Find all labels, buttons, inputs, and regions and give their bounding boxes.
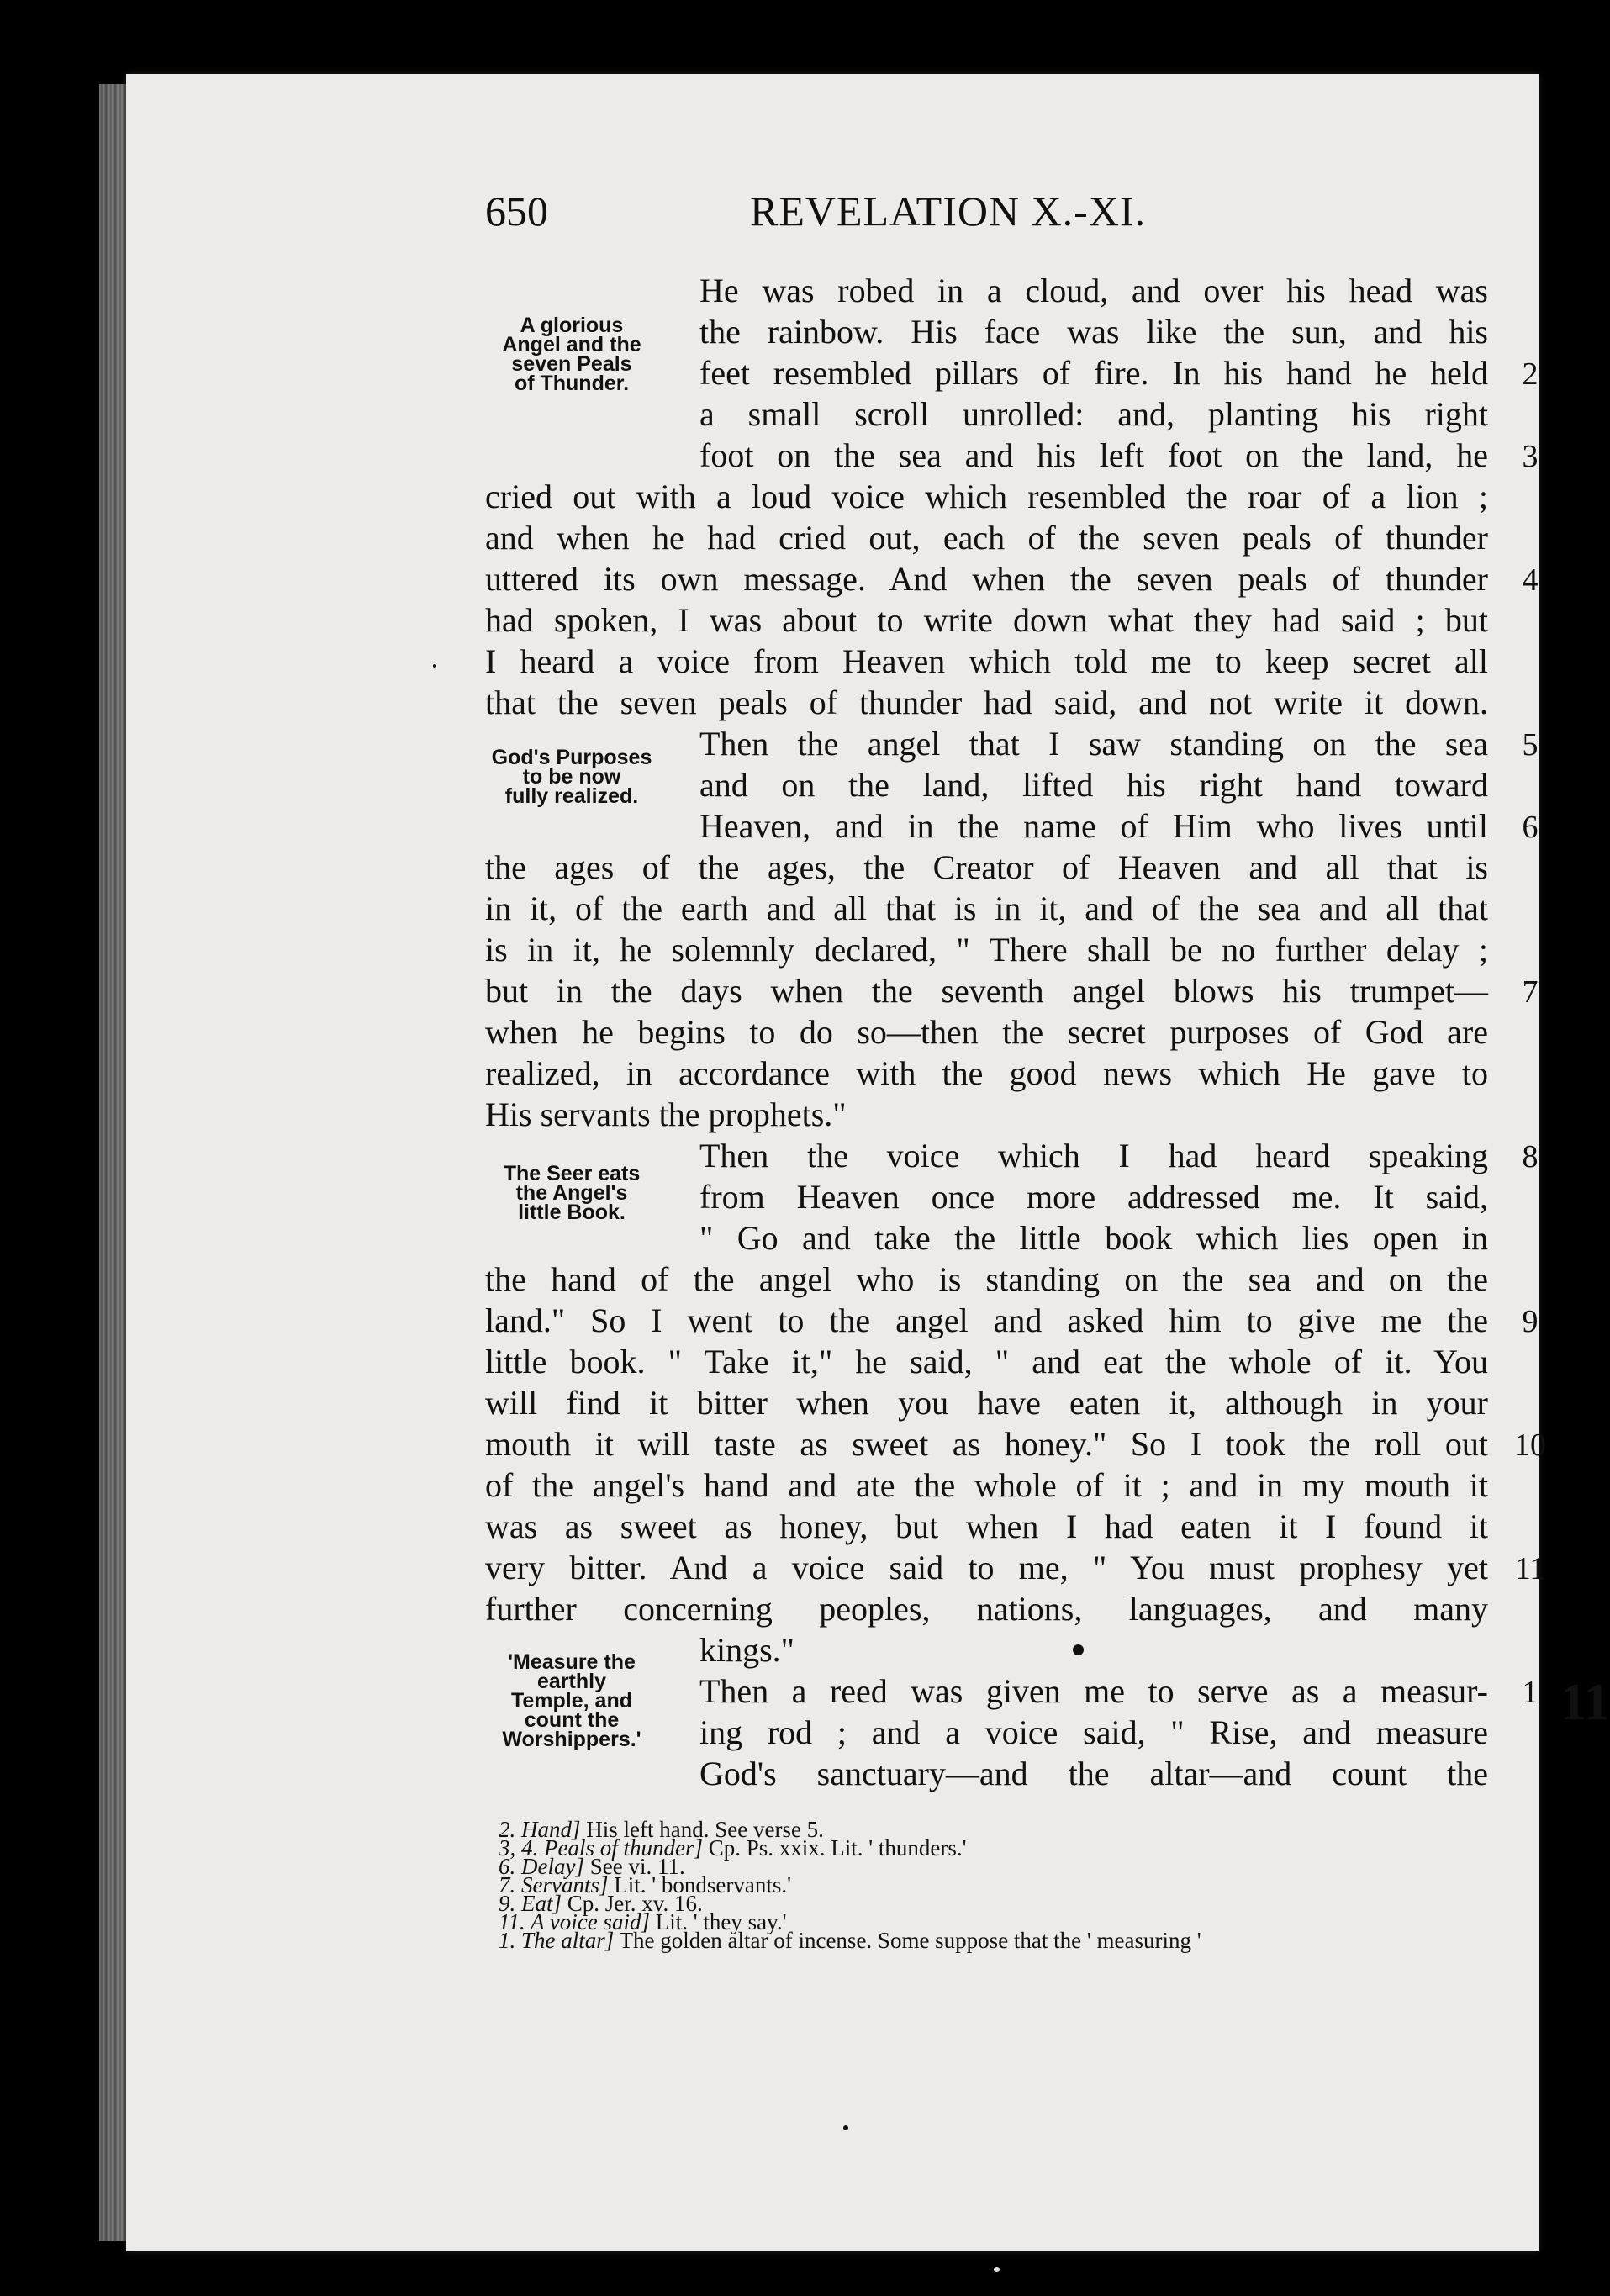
margin-note-line: count the: [524, 1708, 620, 1732]
body-line: that the seven peals of thunder had said, and not write it down.: [485, 684, 1488, 721]
footnote-ref: 11. A voice said]: [499, 1909, 650, 1934]
margin-note-line: to be now: [522, 765, 621, 789]
footnote-ref: 2. Hand]: [499, 1817, 581, 1842]
verse-number: 2: [1522, 356, 1539, 392]
footnote-text: Lit. ' bondservants.': [614, 1872, 791, 1897]
body-line: mouth it will taste as sweet as honey." So I took the roll out: [485, 1425, 1488, 1463]
body-line: little book. " Take it," he said, " and eat the whole of it. You: [485, 1343, 1488, 1380]
margin-note-line: Worshippers.': [502, 1728, 641, 1751]
footnote-ref: 9. Eat]: [499, 1891, 562, 1916]
body-line: had spoken, I was about to write down what they had said ; but: [485, 601, 1488, 639]
chapter-numeral-cut-off: 11: [1560, 1674, 1610, 1731]
margin-note-line: God's Purposes: [491, 746, 652, 769]
body-line: a small scroll unrolled: and, planting his right: [699, 395, 1488, 433]
body-line: foot on the sea and his left foot on the land, he: [699, 436, 1488, 474]
footnote-ref: 1. The altar]: [499, 1928, 615, 1953]
verse-number: 7: [1522, 974, 1539, 1010]
footnote-text: See vi. 11.: [589, 1854, 685, 1879]
body-line: I heard a voice from Heaven which told me to keep secret all: [485, 642, 1488, 680]
margin-note-line: Angel and the: [502, 333, 641, 356]
verse-number: 1: [1522, 1675, 1539, 1710]
body-line: very bitter. And a voice said to me, " You must prophesy yet: [485, 1549, 1488, 1586]
margin-note-seer-eats: [471, 1164, 673, 1222]
body-line: feet resembled pillars of fire. In his hand he held: [699, 354, 1488, 392]
margin-note-line: the Angel's: [515, 1181, 628, 1205]
body-line: His servants the prophets.": [485, 1095, 847, 1133]
footnote-text: Cp. Jer. xv. 16.: [567, 1891, 703, 1916]
page-number: 650: [485, 187, 548, 235]
body-line: land." So I went to the angel and asked him to give me the: [485, 1301, 1488, 1339]
footnote-text: Cp. Ps. xxix. Lit. ' thunders.': [708, 1835, 967, 1861]
body-line: the ages of the ages, the Creator of Heaven and all that is: [485, 848, 1488, 886]
footnote-text: His left hand. See verse 5.: [586, 1817, 824, 1842]
body-line: of the angel's hand and ate the whole of it ; and in my mouth it: [485, 1466, 1488, 1504]
scan-speck: [994, 2267, 1000, 2272]
margin-note-line: little Book.: [518, 1201, 626, 1224]
body-line: the rainbow. His face was like the sun, and his: [699, 313, 1488, 351]
body-line: cried out with a loud voice which resembled the roar of a lion ;: [485, 478, 1488, 515]
verse-number: 9: [1522, 1304, 1539, 1339]
body-line: uttered its own message. And when the seven peals of thunder: [485, 560, 1488, 598]
body-line: Heaven, and in the name of Him who lives until: [699, 807, 1488, 845]
body-line: in it, of the earth and all that is in it, and of the sea and all that: [485, 889, 1488, 927]
body-line: Then the angel that I saw standing on the sea: [699, 725, 1488, 763]
body-line: and on the land, lifted his right hand toward: [699, 766, 1488, 804]
margin-note-line: fully realized.: [504, 784, 639, 808]
body-line: from Heaven once more addressed me. It said,: [699, 1178, 1488, 1216]
margin-note-line: 'Measure the: [508, 1650, 636, 1674]
body-line: ing rod ; and a voice said, " Rise, and measure: [699, 1713, 1488, 1751]
margin-note-line: seven Peals: [511, 352, 632, 376]
ink-spot-mark: [1073, 1644, 1084, 1655]
margin-note-line: Temple, and: [510, 1689, 632, 1713]
running-title: REVELATION X.-XI.: [750, 187, 1147, 235]
verse-number: 6: [1522, 810, 1539, 845]
footnote-ref: 7. Servants]: [499, 1872, 609, 1897]
body-line: the hand of the angel who is standing on the sea and on the: [485, 1260, 1488, 1298]
verse-number: 8: [1522, 1139, 1539, 1174]
body-line: Then the voice which I had heard speaking: [699, 1137, 1488, 1174]
margin-note-gods-purposes: [471, 748, 673, 806]
margin-note-line: A glorious: [520, 314, 624, 337]
scan-speck: [843, 2125, 848, 2130]
margin-note-line: earthly: [537, 1670, 606, 1693]
margin-note-line: of Thunder.: [514, 372, 630, 395]
body-line: " Go and take the little book which lies open in: [699, 1219, 1488, 1257]
body-line: was as sweet as honey, but when I had eaten it I found it: [485, 1507, 1488, 1545]
footnote-ref: 6. Delay]: [499, 1854, 584, 1879]
body-line: He was robed in a cloud, and over his head was: [699, 272, 1488, 309]
body-line: God's sanctuary—and the altar—and count the: [699, 1755, 1488, 1792]
footnote-ref: 3, 4. Peals of thunder]: [499, 1835, 703, 1861]
verse-number: 5: [1522, 727, 1539, 763]
body-line: is in it, he solemnly declared, " There shall be no further delay ;: [485, 931, 1488, 969]
margin-note-glorious-angel: [471, 316, 673, 393]
footnote-text: Lit. ' they say.': [655, 1909, 787, 1934]
verse-number: 11: [1514, 1551, 1546, 1586]
body-line: and when he had cried out, each of the seven peals of thunder: [485, 519, 1488, 557]
body-line: but in the days when the seventh angel blows his trumpet—: [485, 972, 1488, 1010]
scan-speck: [433, 664, 436, 668]
body-line: kings.": [699, 1631, 795, 1669]
verse-number: 4: [1522, 562, 1539, 598]
verse-number: 3: [1522, 439, 1539, 474]
margin-note-measure-temple: [471, 1650, 673, 1751]
footnote-text: The golden altar of incense. Some suppose that the ' measuring ': [619, 1928, 1201, 1953]
footnote: [499, 1928, 1201, 1953]
margin-note-line: The Seer eats: [503, 1162, 641, 1185]
body-line: Then a reed was given me to serve as a measur-: [699, 1672, 1488, 1710]
body-line: realized, in accordance with the good news which He gave to: [485, 1054, 1488, 1092]
verse-number: 10: [1514, 1428, 1546, 1463]
body-line: further concerning peoples, nations, languages, and many: [485, 1590, 1488, 1628]
body-line: when he begins to do so—then the secret purposes of God are: [485, 1013, 1488, 1051]
body-line: will find it bitter when you have eaten it, although in your: [485, 1384, 1488, 1422]
